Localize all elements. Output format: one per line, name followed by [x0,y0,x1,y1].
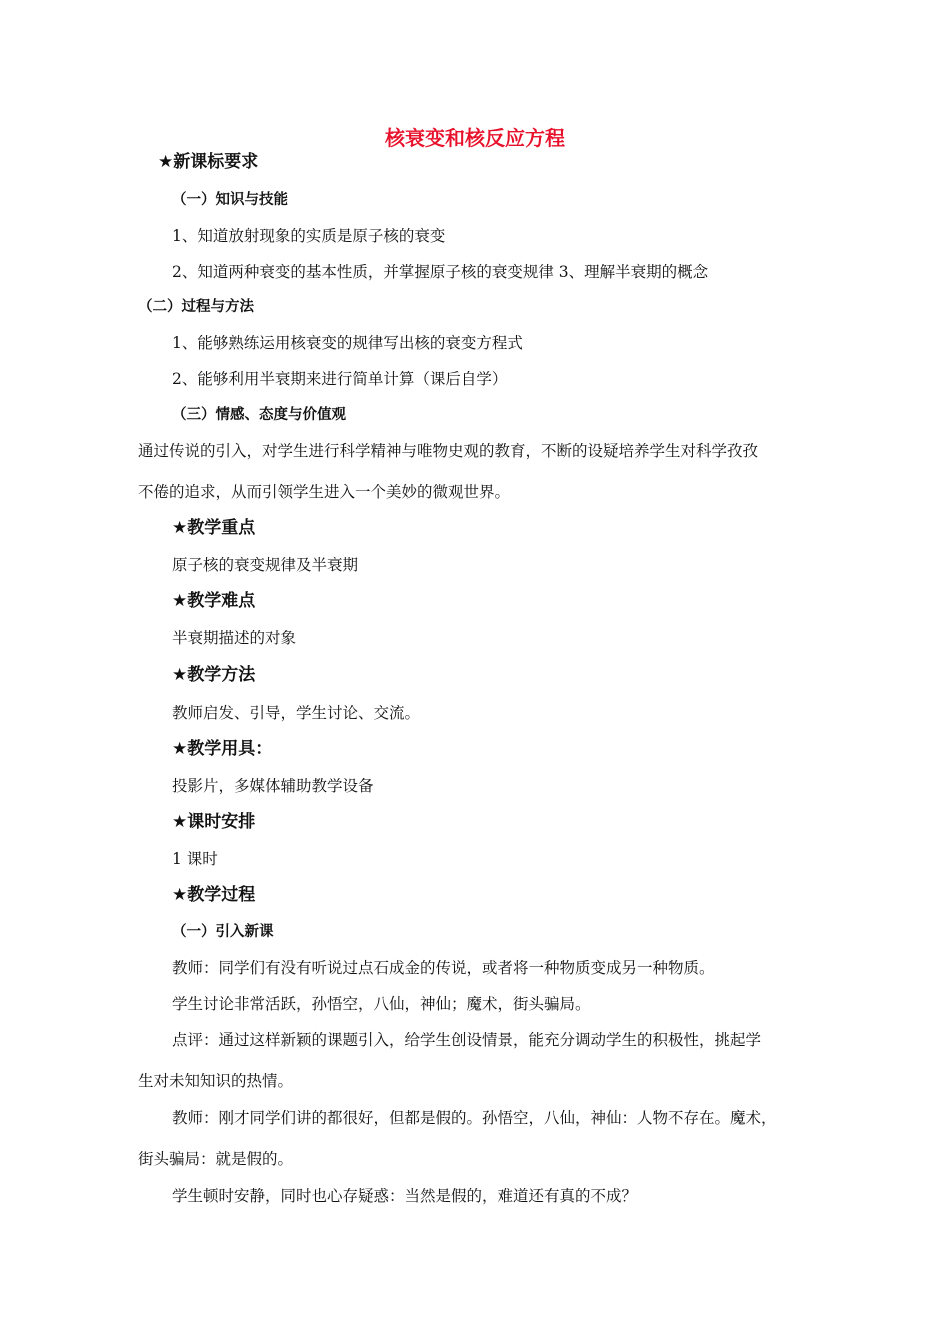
section-heading-teaching-process: ★教学过程 [172,885,256,905]
values-paragraph-line-1: 通过传说的引入，对学生进行科学精神与唯物史观的教育，不断的设疑培养学生对科学孜孜 [138,442,759,460]
knowledge-item-2: 2、知道两种衰变的基本性质，并掌握原子核的衰变规律 3、理解半衰期的概念 [172,263,709,281]
section-heading-key-points: ★教学重点 [172,518,256,538]
section-heading-difficulties: ★教学难点 [172,591,256,611]
knowledge-item-1: 1、知道放射现象的实质是原子核的衰变 [172,227,446,245]
methods-text: 教师启发、引导，学生讨论、交流。 [172,704,421,722]
process-paragraph-4-line-1: 教师：刚才同学们讲的都很好，但都是假的。孙悟空，八仙，神仙：人物不存在。魔术， [172,1109,777,1127]
process-paragraph-5: 学生顿时安静，同时也心存疑惑：当然是假的，难道还有真的不成？ [172,1187,638,1205]
key-points-text: 原子核的衰变规律及半衰期 [172,556,359,574]
teaching-tools-text: 投影片，多媒体辅助教学设备 [172,777,374,795]
subheading-process-methods: （二）过程与方法 [138,299,254,315]
process-paragraph-1: 教师：同学们有没有听说过点石成金的传说，或者将一种物质变成另一种物质。 [172,959,715,977]
section-heading-schedule: ★课时安排 [172,812,256,832]
values-paragraph-line-2: 不倦的追求，从而引领学生进入一个美妙的微观世界。 [138,483,511,501]
difficulties-text: 半衰期描述的对象 [172,629,297,647]
subheading-introduce-lesson: （一）引入新课 [172,924,274,940]
process-paragraph-2: 学生讨论非常活跃，孙悟空，八仙，神仙；魔术，街头骗局。 [172,995,591,1013]
method-item-1: 1、能够熟练运用核衰变的规律写出核的衰变方程式 [172,334,523,352]
process-paragraph-3-line-2: 生对未知知识的热情。 [138,1072,294,1090]
page-title: 核衰变和核反应方程 [385,126,565,150]
subheading-emotion-values: （三）情感、态度与价值观 [172,407,346,423]
process-paragraph-3-line-1: 点评：通过这样新颖的课题引入，给学生创设情景，能充分调动学生的积极性，挑起学 [172,1031,762,1049]
schedule-text: 1 课时 [172,850,218,868]
section-heading-methods: ★教学方法 [172,665,256,685]
section-heading-teaching-tools: ★教学用具： [172,739,273,759]
subheading-knowledge-skills: （一）知识与技能 [172,192,288,208]
section-heading-curriculum-standards: ★新课标要求 [158,152,259,172]
method-item-2: 2、能够利用半衰期来进行简单计算（课后自学） [172,370,508,388]
process-paragraph-4-line-2: 街头骗局：就是假的。 [138,1150,294,1168]
